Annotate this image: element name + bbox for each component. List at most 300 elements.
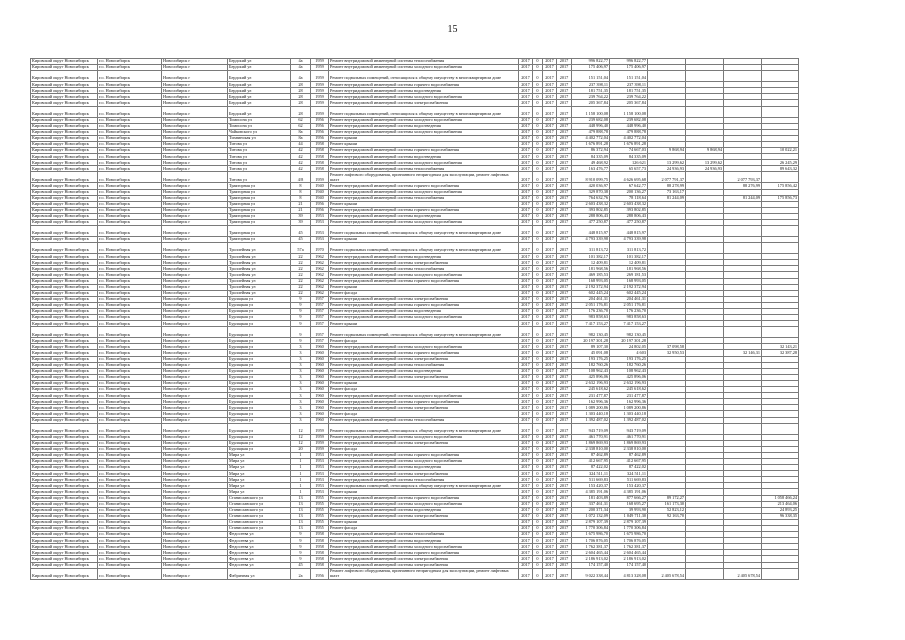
cell-work-type: Ремонт внутридомовой инженерной системы электроснабжения	[329, 374, 519, 380]
cell-year-start: 2017	[519, 399, 533, 405]
cell-build-year: 1960	[311, 362, 329, 368]
cell-year-plan: 2017	[543, 405, 557, 411]
cell-settlement: Новосибирск г	[162, 356, 228, 362]
cell-year-end: 2017	[557, 260, 572, 266]
cell-year-start: 2017	[519, 471, 533, 477]
cell-flag: 0	[533, 465, 543, 471]
cell-cost-fund: 4 626 695,68	[610, 172, 648, 183]
cell-cost-total: 181 751,35	[572, 88, 610, 94]
cell-year-end: 2017	[557, 483, 572, 489]
cell-work-type: Ремонт внутридомовой инженерной системы водоотведения	[329, 123, 519, 129]
cell-year-start: 2017	[519, 302, 533, 308]
cell-settlement: Новосибирск г	[162, 465, 228, 471]
cell-year-end: 2017	[557, 129, 572, 135]
cell-city: г.о. Новосибирск	[98, 166, 162, 172]
cell-settlement: Новосибирск г	[162, 266, 228, 272]
cell-flag: 0	[533, 446, 543, 452]
cell-year-start: 2017	[519, 477, 533, 483]
cell-year-start: 2017	[519, 88, 533, 94]
cell-work-type: Ремонт фасада	[329, 290, 519, 296]
cell-year-start: 2017	[519, 237, 533, 243]
cell-settlement: Новосибирск г	[162, 483, 228, 489]
cell-district: Кировский округ Новосибирск	[31, 296, 98, 302]
cell-settlement: Новосибирск г	[162, 296, 228, 302]
cell-build-year: 1958	[311, 154, 329, 160]
cell-street: Тракторная ул	[228, 219, 291, 225]
cell-street: Бурлацкая ул	[228, 296, 291, 302]
cell-city: г.о. Новосибирск	[98, 82, 162, 88]
cell-street: Федосеева ул	[228, 532, 291, 538]
cell-cost-a: 2 405 678,54	[648, 568, 686, 579]
cell-year-start: 2017	[519, 513, 533, 519]
cell-year-end: 2017	[557, 446, 572, 452]
cell-year-end: 2017	[557, 172, 572, 183]
cell-house: 4а	[291, 71, 311, 82]
cell-build-year: 1962	[311, 266, 329, 272]
cell-house: 13	[291, 495, 311, 501]
cell-year-end: 2017	[557, 423, 572, 434]
cell-street: Станиславского ул	[228, 507, 291, 513]
cell-house: 45	[291, 226, 311, 237]
cell-street: Бурлацкая ул	[228, 315, 291, 321]
cell-year-start: 2017	[519, 254, 533, 260]
cell-house: 39	[291, 219, 311, 225]
cell-street: Бердский ул	[228, 65, 291, 71]
cell-settlement: Новосибирск г	[162, 94, 228, 100]
cell-year-start: 2017	[519, 380, 533, 386]
cell-cost-fund: 477 250,87	[610, 219, 648, 225]
cell-flag: 0	[533, 327, 543, 338]
cell-cost-fund: 205 367,84	[610, 100, 648, 106]
cell-year-end: 2017	[557, 501, 572, 507]
cell-flag: 0	[533, 296, 543, 302]
cell-street: Бурлацкая ул	[228, 393, 291, 399]
cell-cost-a: 161 173,30	[648, 501, 686, 507]
cell-district: Кировский округ Новосибирск	[31, 446, 98, 452]
cell-year-end: 2017	[557, 141, 572, 147]
cell-street: Троллейная ул	[228, 254, 291, 260]
cell-year-start: 2017	[519, 117, 533, 123]
cell-district: Кировский округ Новосибирск	[31, 350, 98, 356]
cell-cost-total: 2 338 810,00	[572, 446, 610, 452]
cell-cost-total: 163 476,77	[572, 166, 610, 172]
cell-house: 28	[291, 100, 311, 106]
cell-year-start: 2017	[519, 71, 533, 82]
cell-street: Станиславского ул	[228, 495, 291, 501]
cell-build-year: 1960	[311, 411, 329, 417]
cell-build-year: 1953	[311, 237, 329, 243]
cell-year-start: 2017	[519, 94, 533, 100]
cell-build-year: 1962	[311, 290, 329, 296]
cell-cost-fund: 1 676 891,28	[610, 141, 648, 147]
cell-city: г.о. Новосибирск	[98, 213, 162, 219]
cell-house: 1	[291, 465, 311, 471]
cell-cost-total: 87 422,02	[572, 465, 610, 471]
cell-year-start: 2017	[519, 440, 533, 446]
cell-house: 28	[291, 82, 311, 88]
cell-city: г.о. Новосибирск	[98, 172, 162, 183]
cell-cost-d	[762, 226, 799, 237]
cell-street: Мира ул	[228, 489, 291, 495]
cell-cost-total: 311 813,72	[572, 243, 610, 254]
cell-cost-c	[724, 71, 762, 82]
cell-year-end: 2017	[557, 471, 572, 477]
cell-city: г.о. Новосибирск	[98, 195, 162, 201]
cell-cost-total: 337 461,31	[572, 501, 610, 507]
cell-cost-d: 96 338,35	[762, 513, 799, 519]
cell-house: 9	[291, 532, 311, 538]
cell-build-year: 1955	[311, 519, 329, 525]
cell-cost-fund: 2 632 196,93	[610, 380, 648, 386]
cell-city: г.о. Новосибирск	[98, 123, 162, 129]
cell-cost-total: 49 468,92	[572, 160, 610, 166]
cell-flag: 0	[533, 284, 543, 290]
cell-settlement: Новосибирск г	[162, 100, 228, 106]
cell-work-type: Ремонт внутридомовой инженерной системы горячего водоснабжения	[329, 302, 519, 308]
cell-year-plan: 2017	[543, 501, 557, 507]
cell-year-start: 2017	[519, 243, 533, 254]
cell-house: 12	[291, 423, 311, 434]
cell-cost-d	[762, 423, 799, 434]
cell-cost-fund: 78 118,64	[610, 195, 648, 201]
cell-cost-a: 89 172,27	[648, 495, 686, 501]
cell-flag: 0	[533, 154, 543, 160]
cell-year-start: 2017	[519, 393, 533, 399]
cell-house: 45	[291, 237, 311, 243]
cell-year-end: 2017	[557, 452, 572, 458]
cell-house: 4а	[291, 65, 311, 71]
cell-cost-total: 2 186 913,02	[572, 556, 610, 562]
cell-house: 13	[291, 526, 311, 532]
cell-flag: 0	[533, 471, 543, 477]
cell-cost-total: 1 762 381,37	[572, 544, 610, 550]
cell-build-year: 1953	[311, 471, 329, 477]
cell-city: г.о. Новосибирск	[98, 562, 162, 568]
cell-settlement: Новосибирск г	[162, 538, 228, 544]
cell-year-plan: 2017	[543, 568, 557, 579]
cell-settlement: Новосибирск г	[162, 183, 228, 189]
cell-settlement: Новосибирск г	[162, 302, 228, 308]
cell-year-start: 2017	[519, 321, 533, 327]
cell-district: Кировский округ Новосибирск	[31, 393, 98, 399]
table-row	[31, 172, 799, 183]
cell-work-type: Ремонт внутридомовой инженерной системы горячего водоснабжения	[329, 278, 519, 284]
cell-cost-fund: 168 695,27	[610, 501, 648, 507]
cell-cost-total: 151 151,04	[572, 71, 610, 82]
cell-street: Мира ул	[228, 483, 291, 489]
cell-cost-total: 153 420,37	[572, 483, 610, 489]
cell-flag: 0	[533, 129, 543, 135]
cell-cost-d: 32 387,28	[762, 350, 799, 356]
cell-year-end: 2017	[557, 302, 572, 308]
cell-settlement: Новосибирск г	[162, 201, 228, 207]
cell-work-type: Ремонт внутридомовой инженерной системы горячего водоснабжения	[329, 350, 519, 356]
cell-cost-d: 89 643,32	[762, 166, 799, 172]
cell-build-year: 1962	[311, 278, 329, 284]
cell-cost-fund: 153 420,37	[610, 483, 648, 489]
cell-build-year: 1960	[311, 350, 329, 356]
cell-flag: 0	[533, 477, 543, 483]
cell-year-end: 2017	[557, 399, 572, 405]
cell-year-start: 2017	[519, 423, 533, 434]
cell-house: 22	[291, 254, 311, 260]
cell-settlement: Новосибирск г	[162, 489, 228, 495]
cell-work-type: Ремонт подвальных помещений, относящихся к общему имуществу в многоквартирном доме	[329, 243, 519, 254]
cell-year-end: 2017	[557, 538, 572, 544]
cell-cost-fund: 20 197 301,28	[610, 338, 648, 344]
cell-settlement: Новосибирск г	[162, 374, 228, 380]
cell-cost-fund: 479 888,78	[610, 129, 648, 135]
cell-city: г.о. Новосибирск	[98, 266, 162, 272]
cell-house: 9	[291, 302, 311, 308]
cell-street: Бурлацкая ул	[228, 302, 291, 308]
cell-settlement: Новосибирск г	[162, 278, 228, 284]
cell-street: Тракторная ул	[228, 207, 291, 213]
cell-cost-total: 168 993,05	[572, 278, 610, 284]
cell-cost-fund: 4 603	[610, 350, 648, 356]
cell-year-start: 2017	[519, 213, 533, 219]
cell-cost-fund: 108 962,43	[610, 368, 648, 374]
cell-year-end: 2017	[557, 465, 572, 471]
cell-district: Кировский округ Новосибирск	[31, 538, 98, 544]
cell-build-year: 1960	[311, 368, 329, 374]
cell-year-end: 2017	[557, 106, 572, 117]
cell-work-type: Ремонт подвальных помещений, относящихся к общему имуществу в многоквартирном доме	[329, 226, 519, 237]
cell-street: Титова ул	[228, 148, 291, 154]
cell-district: Кировский округ Новосибирск	[31, 88, 98, 94]
cell-district: Кировский округ Новосибирск	[31, 495, 98, 501]
cell-flag: 0	[533, 513, 543, 519]
cell-flag: 0	[533, 411, 543, 417]
cell-cost-total: 193 176,25	[572, 356, 610, 362]
cell-cost-total: 329 870,38	[572, 189, 610, 195]
cell-city: г.о. Новосибирск	[98, 411, 162, 417]
cell-year-plan: 2017	[543, 141, 557, 147]
cell-house: 1	[291, 477, 311, 483]
cell-year-end: 2017	[557, 266, 572, 272]
cell-work-type: Ремонт внутридомовой инженерной системы холодного водоснабжения	[329, 129, 519, 135]
cell-house: 12	[291, 434, 311, 440]
cell-city: г.о. Новосибирск	[98, 284, 162, 290]
cell-year-start: 2017	[519, 148, 533, 154]
cell-year-plan: 2017	[543, 135, 557, 141]
cell-house: 13	[291, 501, 311, 507]
cell-build-year: 1959	[311, 423, 329, 434]
cell-work-type: Ремонт внутридомовой инженерной системы водоотведения	[329, 507, 519, 513]
cell-flag: 0	[533, 117, 543, 123]
cell-city: г.о. Новосибирск	[98, 321, 162, 327]
cell-year-end: 2017	[557, 207, 572, 213]
cell-cost-a: 81 244,09	[648, 195, 686, 201]
cell-city: г.о. Новосибирск	[98, 219, 162, 225]
cell-house: 9	[291, 321, 311, 327]
cell-street: Титова ул	[228, 166, 291, 172]
cell-district: Кировский округ Новосибирск	[31, 519, 98, 525]
cell-flag: 0	[533, 556, 543, 562]
cell-street: Мира ул	[228, 458, 291, 464]
cell-district: Кировский округ Новосибирск	[31, 440, 98, 446]
cell-year-plan: 2017	[543, 309, 557, 315]
cell-cost-fund: 239 682,08	[610, 117, 648, 123]
cell-year-start: 2017	[519, 405, 533, 411]
cell-cost-total: 7 417 153,27	[572, 321, 610, 327]
cell-build-year: 1960	[311, 405, 329, 411]
cell-cost-d	[762, 106, 799, 117]
cell-street: Бердский ул	[228, 106, 291, 117]
cell-house: 8	[291, 189, 311, 195]
cell-work-type: Ремонт крыши	[329, 201, 519, 207]
cell-settlement: Новосибирск г	[162, 338, 228, 344]
cell-house: 45	[291, 562, 311, 568]
cell-city: г.о. Новосибирск	[98, 550, 162, 556]
cell-cost-total: 983 858,63	[572, 315, 610, 321]
table-row	[31, 226, 799, 237]
cell-work-type: Ремонт внутридомовой инженерной системы теплоснабжения	[329, 266, 519, 272]
cell-district: Кировский округ Новосибирск	[31, 117, 98, 123]
cell-cost-total: 1 869 869,93	[572, 440, 610, 446]
cell-year-end: 2017	[557, 489, 572, 495]
cell-build-year: 1959	[311, 82, 329, 88]
page-number: 15	[447, 24, 458, 35]
cell-street: Станиславского ул	[228, 519, 291, 525]
cell-cost-fund: 1 675 986,70	[610, 532, 648, 538]
cell-cost-d: 1 058 466,24	[762, 495, 799, 501]
cell-year-start: 2017	[519, 417, 533, 423]
cell-city: г.о. Новосибирск	[98, 278, 162, 284]
cell-city: г.о. Новосибирск	[98, 189, 162, 195]
cell-city: г.о. Новосибирск	[98, 296, 162, 302]
cell-settlement: Новосибирск г	[162, 260, 228, 266]
cell-flag: 0	[533, 568, 543, 579]
cell-work-type: Ремонт крыши	[329, 135, 519, 141]
cell-cost-total: 469 185,53	[572, 272, 610, 278]
cell-district: Кировский округ Новосибирск	[31, 154, 98, 160]
table-row	[31, 423, 799, 434]
cell-city: г.о. Новосибирск	[98, 452, 162, 458]
cell-street: Титова ул	[228, 154, 291, 160]
cell-flag: 0	[533, 507, 543, 513]
cell-cost-total: 288 806,43	[572, 213, 610, 219]
cell-house: 9	[291, 296, 311, 302]
cell-settlement: Новосибирск г	[162, 123, 228, 129]
cell-build-year: 1957	[311, 327, 329, 338]
cell-build-year: 1959	[311, 440, 329, 446]
cell-street: Бурлацкая ул	[228, 405, 291, 411]
cell-cost-fund: 324 511,11	[610, 471, 648, 477]
cell-work-type: Ремонт внутридомовой инженерной системы водоотведения	[329, 154, 519, 160]
cell-year-end: 2017	[557, 284, 572, 290]
cell-year-plan: 2017	[543, 189, 557, 195]
cell-cost-d: 32 143,21	[762, 344, 799, 350]
cell-settlement: Новосибирск г	[162, 327, 228, 338]
cell-street: Федосеева ул	[228, 562, 291, 568]
cell-flag: 0	[533, 458, 543, 464]
cell-year-start: 2017	[519, 59, 533, 65]
cell-build-year: 1960	[311, 387, 329, 393]
cell-build-year: 1953	[311, 226, 329, 237]
cell-settlement: Новосибирск г	[162, 284, 228, 290]
cell-year-start: 2017	[519, 387, 533, 393]
cell-year-end: 2017	[557, 166, 572, 172]
cell-year-plan: 2017	[543, 362, 557, 368]
cell-street: Тихвинская ул	[228, 135, 291, 141]
cell-year-start: 2017	[519, 495, 533, 501]
cell-work-type: Ремонт крыши	[329, 141, 519, 147]
cell-district: Кировский округ Новосибирск	[31, 507, 98, 513]
cell-settlement: Новосибирск г	[162, 59, 228, 65]
cell-cost-total: 2 604 465,44	[572, 550, 610, 556]
cell-cost-d	[762, 327, 799, 338]
cell-work-type: Ремонт внутридомовой инженерной системы горячего водоснабжения	[329, 82, 519, 88]
cell-street: Троллейная ул	[228, 272, 291, 278]
cell-year-end: 2017	[557, 519, 572, 525]
cell-flag: 0	[533, 141, 543, 147]
cell-year-plan: 2017	[543, 278, 557, 284]
cell-settlement: Новосибирск г	[162, 160, 228, 166]
cell-settlement: Новосибирск г	[162, 129, 228, 135]
cell-city: г.о. Новосибирск	[98, 183, 162, 189]
cell-cost-total: 2 051 176,81	[572, 302, 610, 308]
cell-year-start: 2017	[519, 296, 533, 302]
cell-year-start: 2017	[519, 434, 533, 440]
cell-house: 3	[291, 387, 311, 393]
cell-cost-fund: 174 157,40	[610, 562, 648, 568]
cell-street: Станиславского ул	[228, 526, 291, 532]
cell-build-year: 1953	[311, 483, 329, 489]
cell-work-type: Ремонт внутридомовой инженерной системы электроснабжения	[329, 562, 519, 568]
cell-city: г.о. Новосибирск	[98, 290, 162, 296]
cell-flag: 0	[533, 160, 543, 166]
cell-street: Бурлацкая ул	[228, 423, 291, 434]
cell-year-end: 2017	[557, 526, 572, 532]
cell-year-end: 2017	[557, 532, 572, 538]
cell-settlement: Новосибирск г	[162, 458, 228, 464]
cell-district: Кировский округ Новосибирск	[31, 477, 98, 483]
cell-build-year: 1959	[311, 100, 329, 106]
cell-cost-fund: 448 996,40	[610, 123, 648, 129]
cell-year-end: 2017	[557, 350, 572, 356]
cell-build-year: 1956	[311, 201, 329, 207]
cell-cost-fund: 181 968,56	[610, 266, 648, 272]
cell-flag: 0	[533, 82, 543, 88]
cell-year-plan: 2017	[543, 129, 557, 135]
cell-cost-fund: 126 621	[610, 160, 648, 166]
cell-settlement: Новосибирск г	[162, 387, 228, 393]
cell-house: 12	[291, 440, 311, 446]
cell-year-start: 2017	[519, 568, 533, 579]
cell-city: г.о. Новосибирск	[98, 88, 162, 94]
cell-city: г.о. Новосибирск	[98, 135, 162, 141]
cell-year-plan: 2017	[543, 172, 557, 183]
cell-flag: 0	[533, 440, 543, 446]
cell-year-plan: 2017	[543, 160, 557, 166]
cell-settlement: Новосибирск г	[162, 501, 228, 507]
cell-year-plan: 2017	[543, 550, 557, 556]
cell-cost-fund: 877 666,27	[610, 495, 648, 501]
cell-city: г.о. Новосибирск	[98, 465, 162, 471]
cell-cost-fund: 2 604 465,44	[610, 550, 648, 556]
cell-flag: 0	[533, 387, 543, 393]
cell-year-start: 2017	[519, 290, 533, 296]
cell-year-end: 2017	[557, 550, 572, 556]
cell-cost-d	[762, 243, 799, 254]
cell-year-end: 2017	[557, 362, 572, 368]
cell-year-start: 2017	[519, 362, 533, 368]
cell-street: Федосеева ул	[228, 556, 291, 562]
cell-cost-a: 52 823,12	[648, 507, 686, 513]
cell-work-type: Ремонт внутридомовой инженерной системы теплоснабжения	[329, 166, 519, 172]
cell-city: г.о. Новосибирск	[98, 483, 162, 489]
